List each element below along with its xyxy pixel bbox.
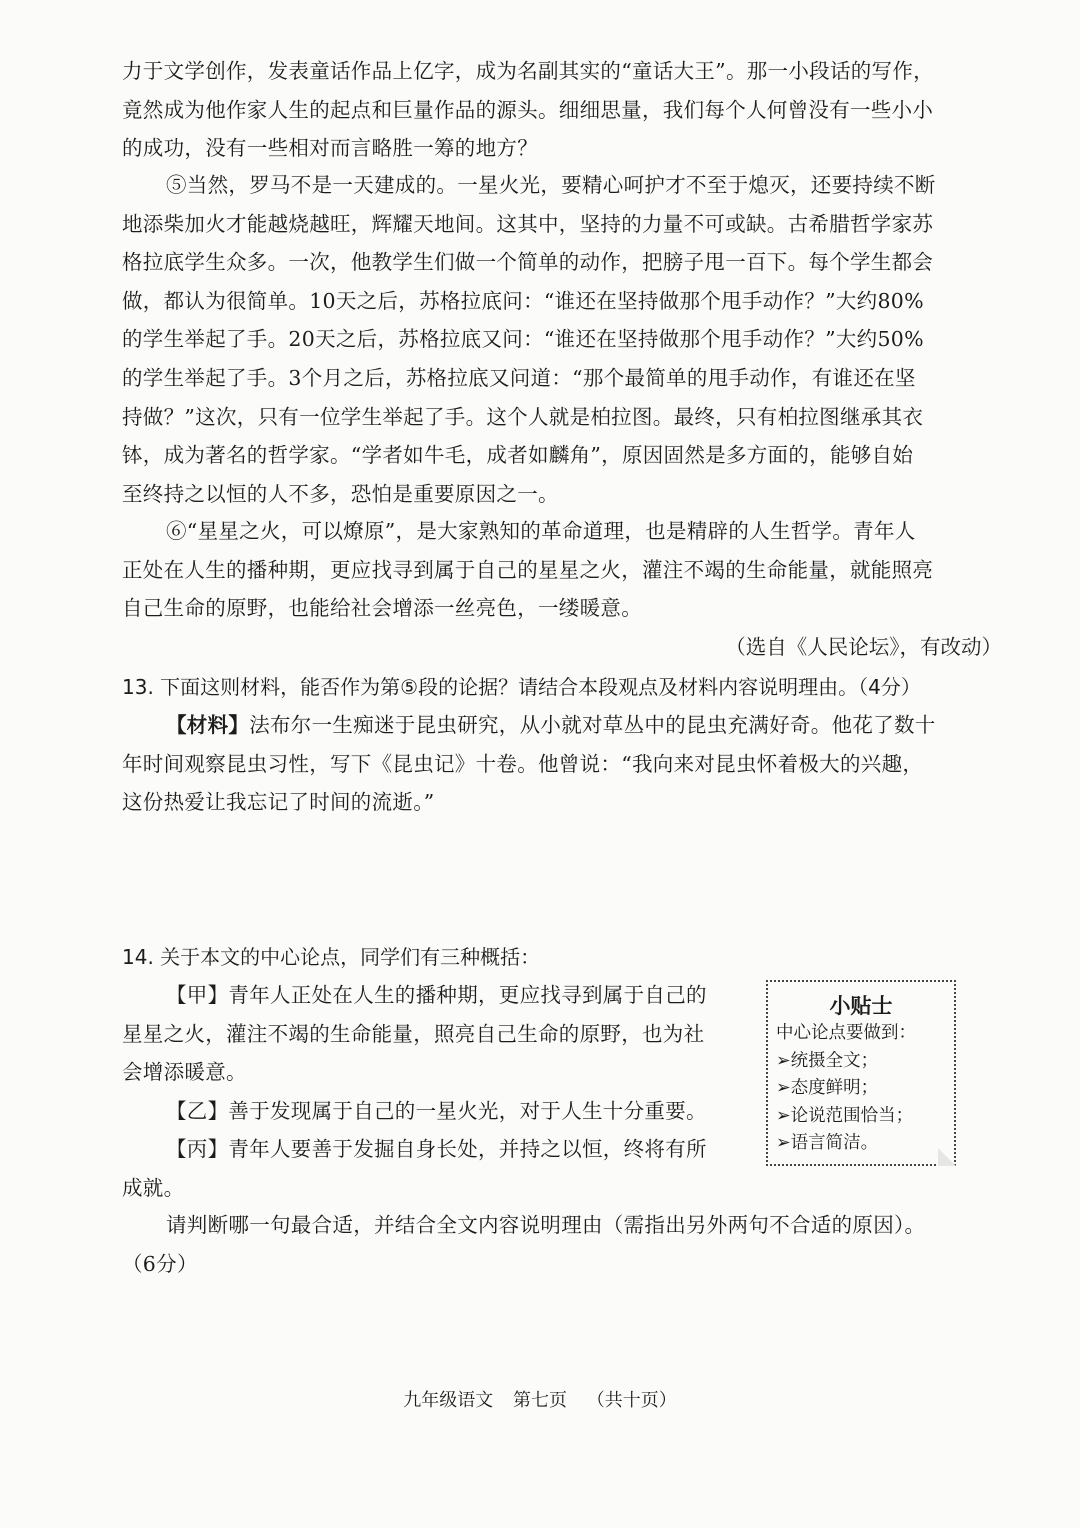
text-line: 地添柴加火才能越烧越旺，辉耀天地间。这其中，坚持的力量不可或缺。古希腊哲学家苏	[122, 211, 934, 236]
tips-item: ➢统摄全文；	[776, 1050, 879, 1071]
question-14-options	[122, 976, 752, 1208]
tips-title: 小贴士	[829, 994, 893, 1018]
tips-item: ➢论说范围恰当；	[776, 1105, 914, 1126]
question-13-material	[122, 706, 1000, 822]
text-line: 星星之火，灌注不竭的生命能量，照亮自己生命的原野，也为社	[122, 1021, 705, 1046]
text-line: 至终持之以恒的人不多，恐怕是重要原因之一。	[122, 481, 559, 506]
option-bing: 【丙】青年人要善于发掘自身长处，并持之以恒，终将有所	[166, 1137, 707, 1162]
tips-box	[766, 980, 956, 1166]
paragraph-6	[122, 512, 1000, 628]
text-line: （6分）	[122, 1251, 198, 1276]
text-line: 力于文学创作，发表童话作品上亿字，成为名副其实的“童话大王”。那一小段话的写作，	[122, 59, 934, 83]
tips-item: ➢语言简洁。	[776, 1133, 879, 1153]
paragraph-5	[122, 166, 1000, 513]
question-14-title: 14. 关于本文的中心论点，同学们有三种概括：	[122, 945, 541, 969]
text-line: 请判断哪一句最合适，并结合全文内容说明理由（需指出另外两句不合适的原因）。	[166, 1213, 926, 1237]
source-citation: （选自《人民论坛》，有改动）	[725, 635, 1002, 659]
text-line: ⑤当然，罗马不是一天建成的。一星火光，要精心呵护才不至于熄灭，还要持续不断	[166, 173, 936, 197]
option-yi: 【乙】善于发现属于自己的一星火光，对于人生十分重要。	[166, 1098, 707, 1123]
text-line: 的学生举起了手。3个月之后，苏格拉底又问道：“那个最简单的甩手动作，有谁还在坚	[122, 365, 916, 390]
text-line: 自己生命的原野，也能给社会增添一丝亮色，一缕暖意。	[122, 596, 642, 621]
tips-subtitle: 中心论点要做到：	[776, 1023, 916, 1043]
text-line: 竟然成为他作家人生的起点和巨量作品的源头。细细思量，我们每个人何曾没有一些小小	[122, 97, 934, 122]
material-tag: 【材料】	[166, 713, 250, 737]
text-line: 做，都认为很简单。10天之后，苏格拉底问：“谁还在坚持做那个甩手动作？”大约80%	[122, 288, 924, 313]
option-jia: 【甲】青年人正处在人生的播种期，更应找寻到属于自己的	[166, 983, 707, 1007]
text-line: 的学生举起了手。20天之后，苏格拉底又问：“谁还在坚持做那个甩手动作？”大约50%	[122, 327, 924, 352]
question-14-ask	[122, 1206, 1000, 1283]
question-13-title: 13. 下面这则材料，能否作为第⑤段的论据？请结合本段观点及材料内容说明理由。（4分）	[122, 675, 921, 699]
text-line: 成就。	[122, 1175, 185, 1200]
text-line: 会增添暖意。	[122, 1060, 247, 1085]
text-line: 这份热爱让我忘记了时间的流逝。”	[122, 790, 435, 815]
text-line: 的成功，没有一些相对而言略胜一筹的地方？	[122, 136, 538, 161]
text-line: 年时间观察昆虫习性，写下《昆虫记》十卷。他曾说：“我向来对昆虫怀着极大的兴趣，	[122, 751, 924, 776]
page-curl-corner	[938, 1148, 956, 1166]
text-line: 正处在人生的播种期，更应找寻到属于自己的星星之火，灌注不竭的生命能量，就能照亮	[122, 557, 934, 582]
text-line: ⑥“星星之火，可以燎原”，是大家熟知的革命道理，也是精辟的人生哲学。青年人	[166, 519, 916, 543]
intro-paragraph	[122, 52, 1000, 168]
text-line: 持做？”这次，只有一位学生举起了手。这个人就是柏拉图。最终，只有柏拉图继承其衣	[122, 404, 924, 429]
text-line: 钵，成为著名的哲学家。“学者如牛毛，成者如麟角”，原因固然是多方面的，能够自始	[122, 443, 914, 468]
text-line: 格拉底学生众多。一次，他教学生们做一个简单的动作，把膀子甩一百下。每个学生都会	[122, 250, 934, 275]
tips-item: ➢态度鲜明；	[776, 1078, 879, 1098]
material-text: 法布尔一生痴迷于昆虫研究，从小就对草丛中的昆虫充满好奇。他花了数十	[249, 713, 936, 737]
text-line	[122, 706, 1000, 745]
page-footer: 九年级语文 第七页 （共十页）	[403, 1390, 677, 1411]
